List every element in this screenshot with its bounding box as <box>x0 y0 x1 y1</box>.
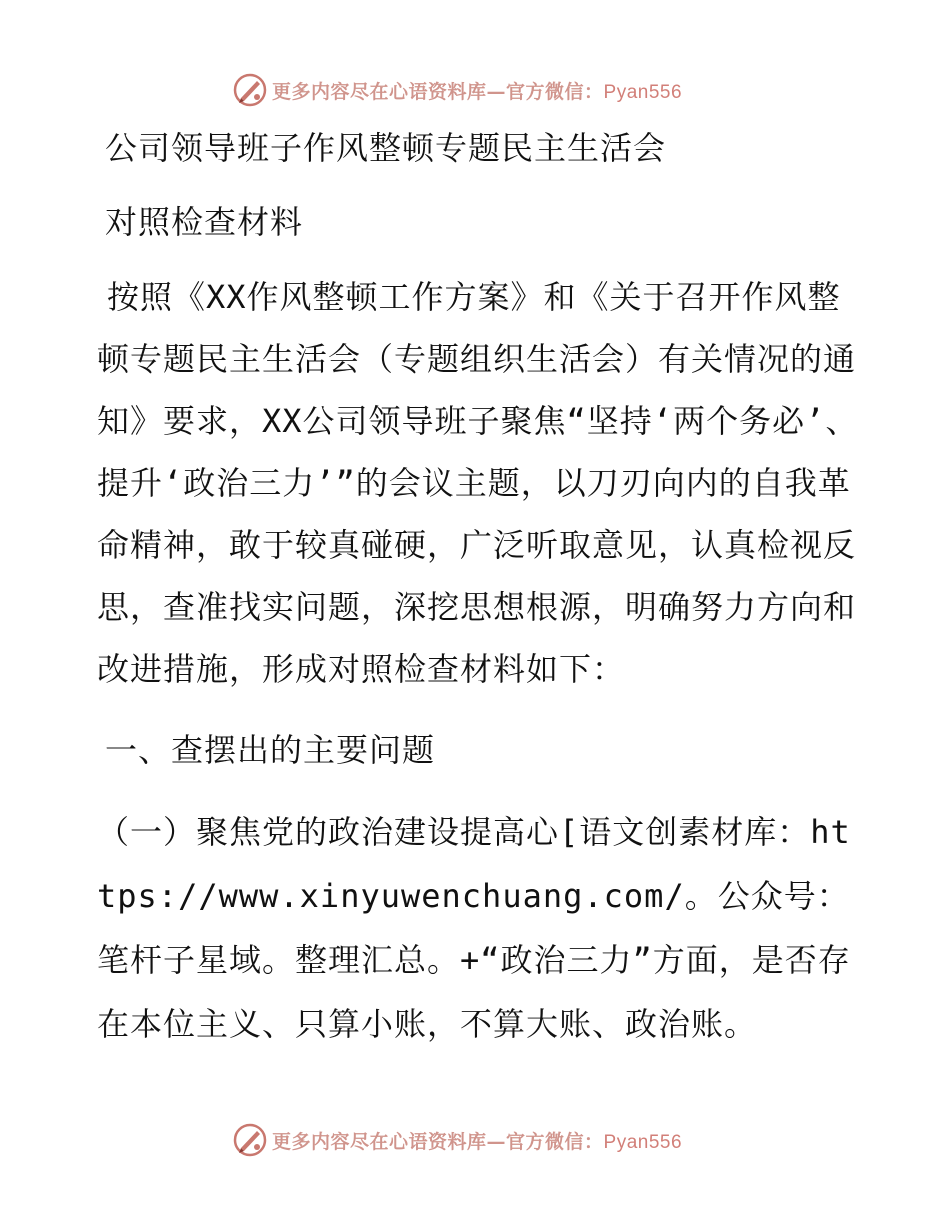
pen-logo-icon <box>232 1122 268 1158</box>
section-heading: 一、查摆出的主要问题 <box>105 731 436 769</box>
header-watermark <box>232 72 682 108</box>
watermark-text: 更多内容尽在心语资料库—官方微信：Pyan556 <box>272 1130 683 1153</box>
document-subtitle: 对照检查材料 <box>105 203 304 241</box>
intro-paragraph: 按照《XX作风整顿工作方案》和《关于召开作风整顿专题民主生活会（专题组织生活会）有关情况的通知》要求，XX公司领导班子聚焦“坚持‘两个务必’、提升‘政治三力’”的会议主题，以刀刃向内的自我革命精神，敢于较真碰硬，广泛听取意见，认真检视反思，查准找实问题，深挖思想根源，明确努力方向和改进措施，形成对照检查材料如下： <box>97 278 859 688</box>
document-body <box>97 118 867 1056</box>
section-paragraph: （一）聚焦党的政治建设提高心[语文创素材库：https://www.xinyuwenchuang.com/。公众号：笔杆子星域。整理汇总。+“政治三力”方面，是否存在本位主义、只算小账，不算大账、政治账。 <box>97 813 851 1043</box>
pen-logo-icon <box>232 72 268 108</box>
watermark-text: 更多内容尽在心语资料库—官方微信：Pyan556 <box>272 80 683 103</box>
footer-watermark <box>232 1122 682 1158</box>
document-title: 公司领导班子作风整顿专题民主生活会 <box>105 129 667 167</box>
